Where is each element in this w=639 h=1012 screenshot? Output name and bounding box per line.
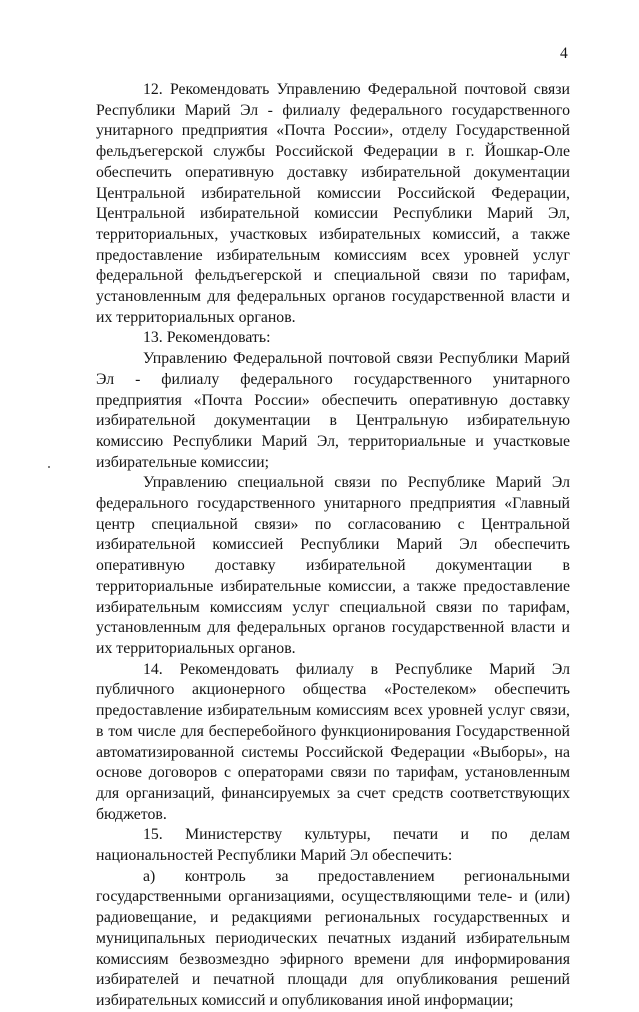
paragraph-item-12: 12. Рекомендовать Управлению Федеральной почтовой связи Республики Марий Эл - филиалу федерального государственного унитарного предприятия «Почта России», отделу Государственной фельдъегерской службы Российской Федерации в г. Йошкар-Оле обеспечить оперативную доставку избирательной документации Центральной избирательной комиссии Российской Федерации, Центральной избирательной комиссии Республики Марий Эл, территориальных, участковых избирательных комиссий, а также предоставление избирательным комиссиям всех уровней услуг федеральной фельдъегерской и специальной связи по тарифам, установленным для федеральных органов государственной власти и их территориальных органов. (96, 81, 570, 326)
document-body (96, 80, 570, 1012)
paragraph-item-14: 14. Рекомендовать филиалу в Республике Марий Эл публичного акционерного общества «Ростелеком» обеспечить предоставление избирательным комиссиям всех уровней услуг связи, в том числе для бесперебойного функционирования Государственной автоматизированной системы Российской Федерации «Выборы», на основе договоров с операторами связи по тарифам, установленным для организаций, финансируемых за счет средств соответствующих бюджетов. (96, 660, 570, 823)
paragraph-postal-service: Управлению Федеральной почтовой связи Республики Марий Эл - филиалу федерального государственного унитарного предприятия «Почта России» обеспечить оперативную доставку избирательной документации в Центральную избирательную комиссию Республики Марий Эл, территориальные и участковые избирательные комиссии; (96, 350, 570, 471)
scan-speck (48, 466, 50, 468)
paragraph-item-15: 15. Министерству культуры, печати и по делам национальностей Республики Марий Эл обеспечить: (96, 826, 570, 865)
paragraph-item-15a: а) контроль за предоставлением региональными государственными организациями, осуществляющими теле- и (или) радиовещание, и редакциями региональных государственных и муниципальных периодических печатных изданий избирательным комиссиям безвозмездно эфирного времени для информирования избирателей и печатной площади для опубликования решений избирательных комиссий и опубликования иной информации; (96, 867, 570, 1009)
page-number: 4 (560, 45, 568, 62)
paragraph-item-13-heading: 13. Рекомендовать: (143, 329, 271, 347)
paragraph-special-communication: Управлению специальной связи по Республике Марий Эл федерального государственного унитарного предприятия «Главный центр специальной связи» по согласованию с Центральной избирательной комиссией Республики Марий Эл обеспечить оперативную доставку избирательной документации в территориальные избирательные комиссии, а также предоставление избирательным комиссиям услуг специальной связи по тарифам, установленным для федеральных органов государственной власти и их территориальных органов. (96, 474, 570, 657)
